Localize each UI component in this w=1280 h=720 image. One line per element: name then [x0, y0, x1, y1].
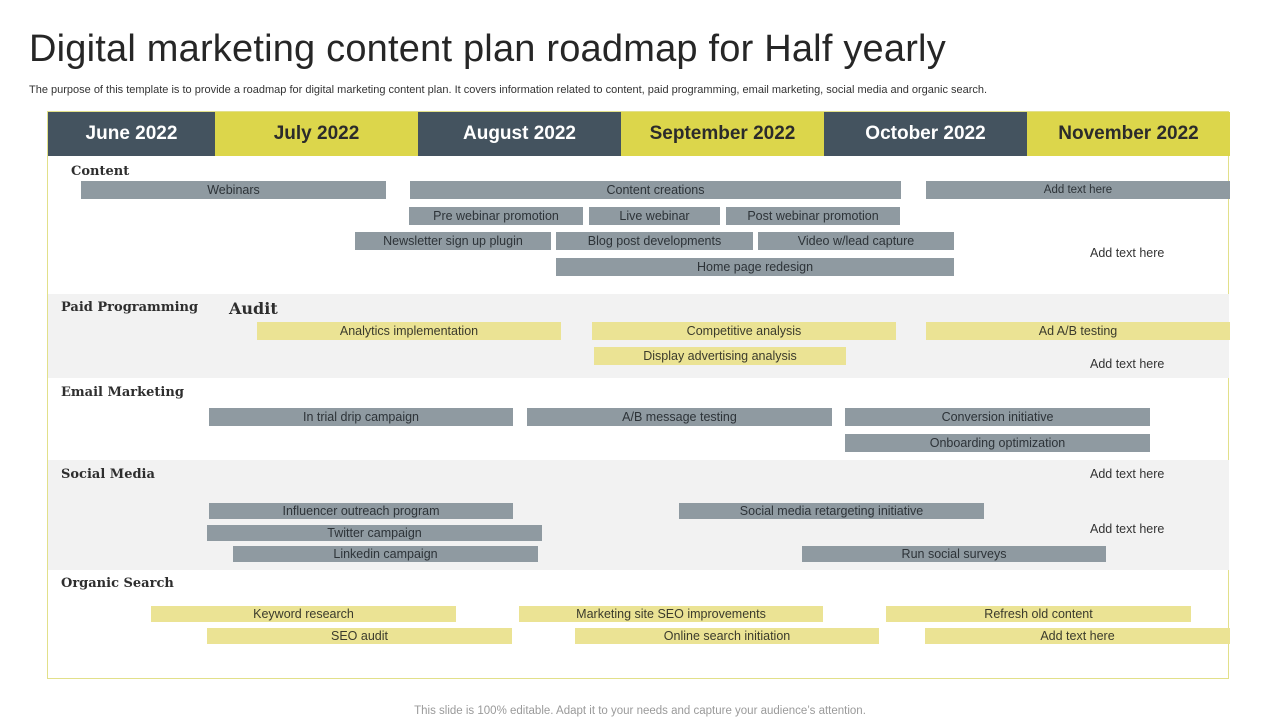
page-subtitle: The purpose of this template is to provide a roadmap for digital marketing content plan. It covers information related to content, paid programming, email marketing, social media and organic search. [29, 84, 988, 96]
section-label-email-marketing: Email Marketing [61, 385, 184, 400]
bar-ab-message-testing: A/B message testing [527, 408, 832, 426]
section-label-paid-programming: Paid Programming [61, 300, 199, 315]
bar-linkedin-campaign: Linkedin campaign [233, 546, 538, 562]
bar-pre-webinar-promotion: Pre webinar promotion [409, 207, 583, 225]
bar-competitive-analysis: Competitive analysis [592, 322, 896, 340]
bar-online-search-initiation: Online search initiation [575, 628, 879, 644]
bar-ad-ab-testing: Ad A/B testing [926, 322, 1230, 340]
bar-newsletter-signup-plugin: Newsletter sign up plugin [355, 232, 551, 250]
bar-video-lead-capture: Video w/lead capture [758, 232, 954, 250]
bar-post-webinar-promotion: Post webinar promotion [726, 207, 900, 225]
bar-marketing-site-seo: Marketing site SEO improvements [519, 606, 823, 622]
note-paid-programming: Add text here [1090, 357, 1165, 371]
bar-analytics-implementation: Analytics implementation [257, 322, 561, 340]
bar-home-page-redesign: Home page redesign [556, 258, 954, 276]
page-title: Digital marketing content plan roadmap for Half yearly [29, 28, 946, 70]
bar-organic-add-text: Add text here [925, 628, 1230, 644]
month-november: November 2022 [1027, 112, 1230, 156]
month-header [48, 112, 1230, 156]
bar-content-add-text: Add text here [926, 181, 1230, 199]
bar-live-webinar: Live webinar [589, 207, 720, 225]
bar-content-creations: Content creations [410, 181, 901, 199]
bar-display-advertising-analysis: Display advertising analysis [594, 347, 846, 365]
bar-run-social-surveys: Run social surveys [802, 546, 1106, 562]
bar-influencer-outreach-program: Influencer outreach program [209, 503, 513, 519]
bar-keyword-research: Keyword research [151, 606, 456, 622]
month-august: August 2022 [418, 112, 621, 156]
bar-seo-audit: SEO audit [207, 628, 512, 644]
bar-social-media-retargeting: Social media retargeting initiative [679, 503, 984, 519]
bar-onboarding-optimization: Onboarding optimization [845, 434, 1150, 452]
bar-twitter-campaign: Twitter campaign [207, 525, 542, 541]
note-content: Add text here [1090, 246, 1165, 260]
bar-conversion-initiative: Conversion initiative [845, 408, 1150, 426]
bar-refresh-old-content: Refresh old content [886, 606, 1191, 622]
month-september: September 2022 [621, 112, 824, 156]
bar-in-trial-drip-campaign: In trial drip campaign [209, 408, 513, 426]
month-june: June 2022 [48, 112, 215, 156]
footer-note: This slide is 100% editable. Adapt it to your needs and capture your audience’s attention. [414, 705, 866, 717]
section-label-content: Content [71, 164, 130, 179]
month-july: July 2022 [215, 112, 418, 156]
section-label-organic-search: Organic Search [61, 576, 174, 591]
section-label-social-media: Social Media [61, 467, 155, 482]
month-october: October 2022 [824, 112, 1027, 156]
note-social-media-1: Add text here [1090, 467, 1165, 481]
note-social-media-2: Add text here [1090, 522, 1165, 536]
bar-webinars: Webinars [81, 181, 386, 199]
bar-blog-post-developments: Blog post developments [556, 232, 753, 250]
audit-label: Audit [229, 299, 278, 318]
